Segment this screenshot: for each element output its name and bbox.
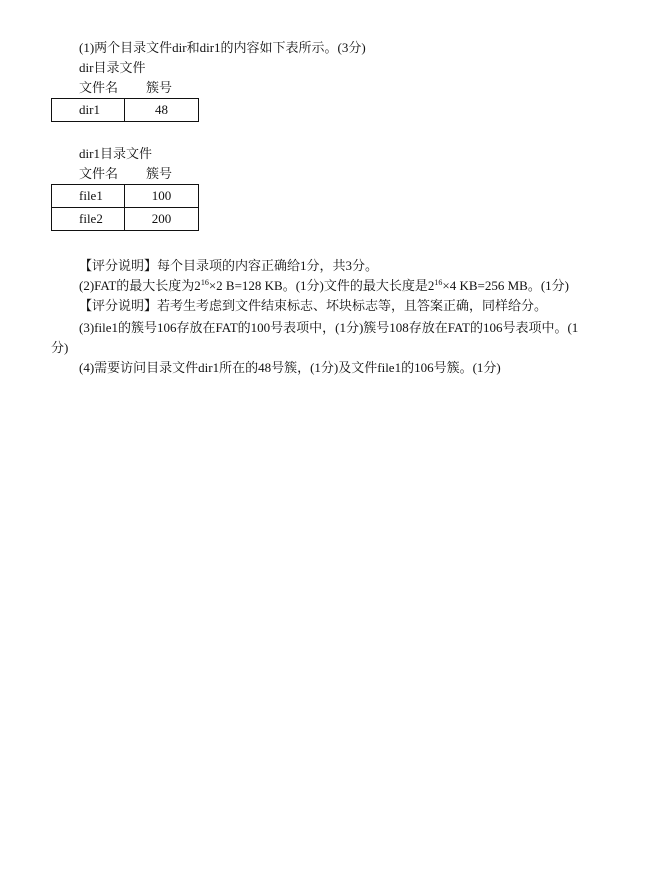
dir1-table-cell-name: file2 (52, 208, 125, 231)
dir-table-caption: dir目录文件 (79, 60, 146, 75)
dir1-table-caption: dir1目录文件 (79, 146, 152, 161)
dir1-table (51, 184, 199, 231)
question-3-answer-line2: 分) (51, 340, 69, 355)
dir-table (51, 98, 199, 122)
q2-text-c: ×4 KB=256 MB。(1分) (442, 278, 569, 293)
question-2-scoring-note: 【评分说明】若考生考虑到文件结束标志、坏块标志等，且答案正确，同样给分。 (79, 298, 548, 313)
dir1-table-cell-cluster: 200 (125, 208, 199, 231)
dir1-table-header-name: 文件名 (79, 166, 119, 181)
question-3-answer-line1: (3)file1的簇号106存放在FAT的100号表项中，(1分)簇号108存放在FAT的106号表项中。(1 (79, 320, 579, 335)
table-row (52, 99, 199, 122)
q2-exponent-a: 16 (200, 278, 209, 287)
dir1-table-header-cluster: 簇号 (146, 166, 173, 181)
table-row (52, 185, 199, 208)
question-1-scoring-note: 【评分说明】每个目录项的内容正确给1分，共3分。 (79, 258, 379, 273)
dir-table-cell-cluster: 48 (125, 99, 199, 122)
dir-table-cell-name: dir1 (52, 99, 125, 122)
question-1-intro: (1)两个目录文件dir和dir1的内容如下表所示。(3分) (79, 40, 366, 55)
dir1-table-cell-cluster: 100 (125, 185, 199, 208)
dir1-table-cell-name: file1 (52, 185, 125, 208)
q2-exponent-b: 16 (434, 278, 443, 287)
dir-table-header-name: 文件名 (79, 80, 119, 95)
q2-text-a: (2)FAT的最大长度为2 (79, 278, 201, 293)
dir-table-header-cluster: 簇号 (146, 80, 173, 95)
table-row (52, 208, 199, 231)
question-4-answer: (4)需要访问目录文件dir1所在的48号簇，(1分)及文件file1的106号簇。(1分) (79, 360, 501, 375)
q2-text-b: ×2 B=128 KB。(1分)文件的最大长度是2 (208, 278, 435, 293)
question-2-answer (79, 276, 569, 296)
